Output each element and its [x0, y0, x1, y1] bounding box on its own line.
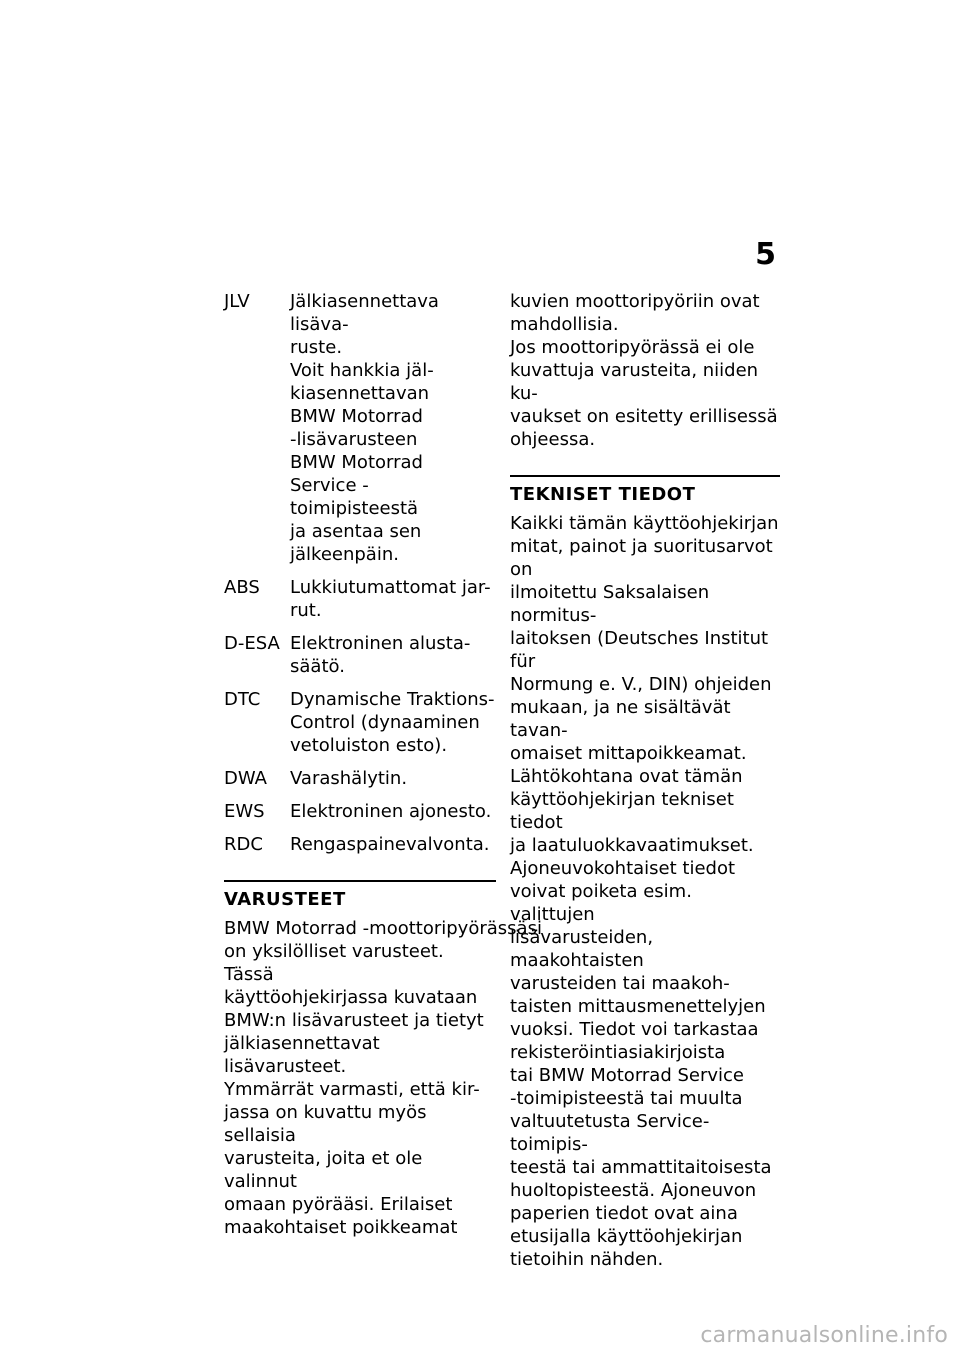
equipment-section [224, 880, 542, 1239]
description-line: säätö. [290, 656, 345, 677]
abbreviation-key: JLV [224, 291, 250, 312]
text-line: -toimipisteestä tai muulta [510, 1088, 743, 1109]
text-line: Ymmärrät varmasti, että kir- [224, 1079, 480, 1100]
abbreviation-description [290, 632, 496, 678]
abbreviation-key: ABS [224, 577, 260, 598]
text-line: käyttöohjekirjan tekniset tiedot [510, 789, 734, 833]
text-line: vuoksi. Tiedot voi tarkastaa [510, 1019, 759, 1040]
abbreviation-description [290, 767, 496, 790]
watermark: carmanualsonline.info [700, 1323, 948, 1348]
technical-section [510, 475, 780, 1271]
text-line: mitat, painot ja suoritusarvot on [510, 536, 773, 580]
abbreviation-row [224, 767, 496, 790]
description-line: Elektroninen ajonesto. [290, 801, 492, 822]
text-line: jassa on kuvattu myös sellaisia [224, 1102, 427, 1146]
equipment-continued-text [510, 290, 780, 451]
abbreviation-description [290, 688, 496, 757]
abbreviation-description [290, 576, 496, 622]
page-number: 5 [755, 237, 776, 272]
abbreviation-key: DTC [224, 689, 261, 710]
text-line: Jos moottoripyörässä ei ole [510, 337, 755, 358]
text-line: paperien tiedot ovat aina [510, 1203, 738, 1224]
text-line: omaiset mittapoikkeamat. [510, 743, 747, 764]
text-line: ja laatuluokkavaatimukset. [510, 835, 754, 856]
abbreviation-key: DWA [224, 768, 267, 789]
text-line: jälkiasennettavat lisävarusteet. [224, 1033, 380, 1077]
text-line: maakohtaiset poikkeamat [224, 1217, 458, 1238]
note-line: Service -toimipisteestä [290, 475, 419, 519]
text-line: Normung e. V., DIN) ohjeiden [510, 674, 772, 695]
left-column [224, 290, 542, 1239]
abbreviation-row [224, 576, 496, 622]
abbreviation-key: RDC [224, 834, 263, 855]
text-line: teestä tai ammattitaitoisesta [510, 1157, 772, 1178]
note-line: ja asentaa sen [290, 521, 422, 542]
abbreviation-description [290, 833, 496, 856]
text-line: tai BMW Motorrad Service [510, 1065, 745, 1086]
text-line: ilmoitettu Saksalaisen normitus- [510, 582, 710, 626]
abbreviation-key: EWS [224, 801, 265, 822]
abbreviation-row [224, 800, 496, 823]
description-line: rut. [290, 600, 322, 621]
text-line: käyttöohjekirjassa kuvataan [224, 987, 478, 1008]
text-line: Kaikki tämän käyttöohjekirjan [510, 513, 779, 534]
abbreviation-key: D-ESA [224, 633, 280, 654]
note-line: BMW Motorrad [290, 452, 423, 473]
note-line: kiasennettavan [290, 383, 430, 404]
text-line: omaan pyörääsi. Erilaiset [224, 1194, 453, 1215]
text-line: voivat poiketa esim. valittujen [510, 881, 692, 925]
text-line: valtuutetusta Service-toimipis- [510, 1111, 710, 1155]
text-line: BMW:n lisävarusteet ja tietyt [224, 1010, 484, 1031]
description-line: Lukkiutumattomat jar- [290, 577, 491, 598]
text-line: varusteiden tai maakoh- [510, 973, 730, 994]
text-line: Ajoneuvokohtaiset tiedot [510, 858, 736, 879]
note-line: jälkeenpäin. [290, 544, 399, 565]
text-line: kuvien moottoripyöriin ovat [510, 291, 760, 312]
text-line: laitoksen (Deutsches Institut für [510, 628, 769, 672]
text-line: lisävarusteiden, maakohtaisten [510, 927, 654, 971]
text-line: on yksilölliset varusteet. Tässä [224, 941, 444, 985]
text-line: taisten mittausmenettelyjen [510, 996, 766, 1017]
description-line: Dynamische Traktions- [290, 689, 495, 710]
abbreviation-row [224, 833, 496, 856]
text-line: BMW Motorrad -moottoripyörässäsi [224, 918, 542, 939]
description-line: Control (dynaaminen [290, 712, 480, 733]
text-line: Lähtökohtana ovat tämän [510, 766, 743, 787]
abbreviation-row [224, 290, 496, 566]
text-line: kuvattuja varusteita, niiden ku- [510, 360, 759, 404]
text-line: huoltopisteestä. Ajoneuvon [510, 1180, 757, 1201]
text-line: tietoihin nähden. [510, 1249, 664, 1270]
text-line: varusteita, joita et ole valinnut [224, 1148, 423, 1192]
text-line: etusijalla käyttöohjekirjan [510, 1226, 743, 1247]
text-line: rekisteröintiasiakirjoista [510, 1042, 726, 1063]
text-line: vaukset on esitetty erillisessä [510, 406, 778, 427]
description-line: Rengaspainevalvonta. [290, 834, 490, 855]
text-line: mahdollisia. [510, 314, 619, 335]
description-line: Varashälytin. [290, 768, 408, 789]
abbreviation-list [224, 290, 496, 856]
equipment-text [224, 917, 542, 1239]
text-line: ohjeessa. [510, 429, 596, 450]
description-line: Jälkiasennettava lisäva- [290, 291, 439, 335]
description-line: vetoluiston esto). [290, 735, 448, 756]
abbreviation-description [290, 800, 496, 823]
equipment-heading: VARUSTEET [224, 889, 346, 910]
description-line: ruste. [290, 337, 343, 358]
technical-text [510, 512, 780, 1271]
abbreviation-row [224, 688, 496, 757]
description-line: Elektroninen alusta- [290, 633, 471, 654]
note-line: -lisävarusteen [290, 429, 418, 450]
technical-heading: TEKNISET TIEDOT [510, 484, 696, 505]
note-line: Voit hankkia jäl- [290, 360, 434, 381]
abbreviation-row [224, 632, 496, 678]
text-line: mukaan, ja ne sisältävät tavan- [510, 697, 731, 741]
note-line: BMW Motorrad [290, 406, 423, 427]
abbreviation-description [290, 290, 496, 566]
right-column [510, 290, 780, 1271]
